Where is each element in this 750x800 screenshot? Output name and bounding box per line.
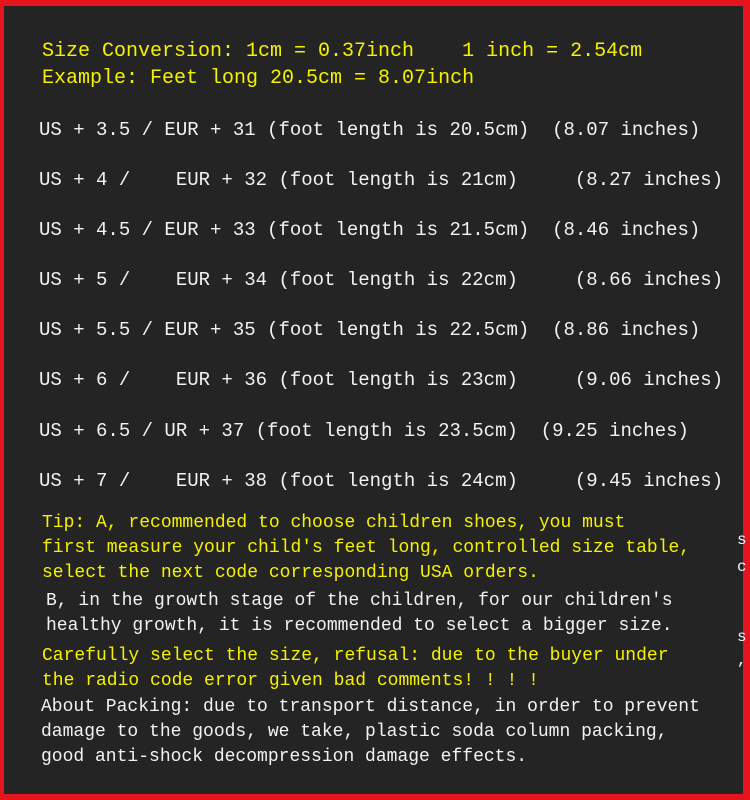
size-row-us-5: US + 5 / EUR + 34 (foot length is 22cm) (8.66 inches)	[39, 269, 724, 291]
size-row-us-4-5: US + 4.5 / EUR + 33 (foot length is 21.5cm) (8.46 inches)	[39, 219, 701, 241]
size-row-us-6-5: US + 6.5 / UR + 37 (foot length is 23.5cm) (9.25 inches)	[39, 420, 689, 442]
packing-line-1: About Packing: due to transport distance, in order to prevent	[41, 697, 700, 717]
tip-a-line-2: first measure your child's feet long, controlled size table,	[42, 538, 691, 558]
example-line: Example: Feet long 20.5cm = 8.07inch	[42, 67, 475, 90]
size-row-us-3-5: US + 3.5 / EUR + 31 (foot length is 20.5cm) (8.07 inches)	[39, 119, 701, 141]
tip-b-line-2: healthy growth, it is recommended to select a bigger size.	[46, 616, 673, 636]
warning-line-1: Carefully select the size, refusal: due to the buyer under	[42, 646, 669, 666]
tip-a-line-1: Tip: A, recommended to choose children shoes, you must	[42, 513, 626, 533]
size-row-us-7: US + 7 / EUR + 38 (foot length is 24cm) (9.45 inches)	[39, 470, 724, 492]
size-chart-panel	[4, 6, 747, 794]
size-row-us-4: US + 4 / EUR + 32 (foot length is 21cm) (8.27 inches)	[39, 169, 724, 191]
size-row-us-5-5: US + 5.5 / EUR + 35 (foot length is 22.5cm) (8.86 inches)	[39, 319, 701, 341]
edge-fragment: s	[737, 531, 747, 549]
size-conversion-line: Size Conversion: 1cm = 0.37inch 1 inch = 2.54cm	[42, 40, 643, 63]
edge-fragment: ,	[737, 651, 747, 669]
edge-fragment: s	[737, 628, 747, 646]
warning-line-2: the radio code error given bad comments! ! ! !	[42, 671, 539, 691]
packing-line-3: good anti-shock decompression damage effects.	[41, 747, 528, 767]
edge-fragment: c	[737, 558, 747, 576]
size-row-us-6: US + 6 / EUR + 36 (foot length is 23cm) (9.06 inches)	[39, 369, 724, 391]
packing-line-2: damage to the goods, we take, plastic soda column packing,	[41, 722, 668, 742]
tip-b-line-1: B, in the growth stage of the children, for our children's	[46, 591, 673, 611]
tip-a-line-3: select the next code corresponding USA orders.	[42, 563, 539, 583]
